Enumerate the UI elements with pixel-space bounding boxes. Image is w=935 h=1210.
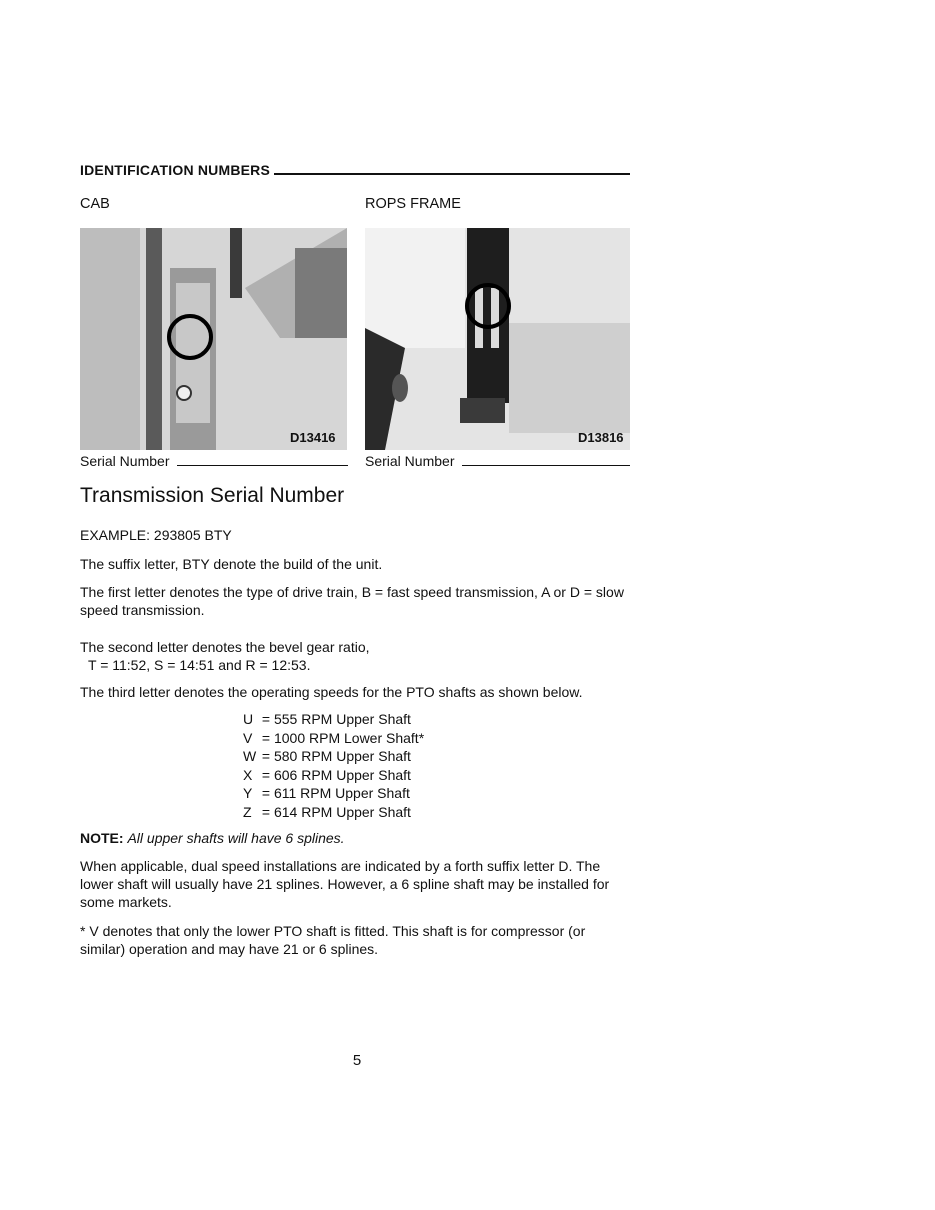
cab-serial-field (80, 453, 348, 469)
list-item: Z = 614 RPM Upper Shaft (243, 803, 411, 820)
rops-figure-code: D13816 (578, 430, 624, 445)
pto-speed-list (243, 710, 424, 821)
cab-photo (80, 228, 347, 450)
list-item: V = 1000 RPM Lower Shaft* (243, 729, 425, 746)
cab-caption: CAB (80, 196, 110, 212)
example-line: EXAMPLE: 293805 BTY (80, 527, 232, 543)
page-number: 5 (352, 1052, 362, 1069)
cab-serial-line (177, 465, 348, 466)
section-rule (274, 173, 630, 175)
rops-photo-illustration (365, 228, 630, 450)
second-letter-paragraph: The second letter denotes the bevel gear ratio, (80, 639, 370, 655)
list-item: X = 606 RPM Upper Shaft (243, 766, 411, 783)
rops-serial-field (365, 453, 630, 469)
rops-photo (365, 228, 630, 450)
v-footnote-paragraph: * V denotes that only the lower PTO shaft is fitted. This shaft is for compressor (or similar) operation and may have 21 or 6 splines. (80, 923, 586, 957)
cab-serial-label: Serial Number (80, 453, 170, 469)
list-item: Y = 611 RPM Upper Shaft (243, 785, 410, 801)
dual-speed-paragraph: When applicable, dual speed installations are indicated by a forth suffix letter D. The lower shaft will usually have 21 splines. However, a 6 spline shaft may be installed for some markets. (80, 858, 610, 910)
third-letter-paragraph: The third letter denotes the operating speeds for the PTO shafts as shown below. (80, 684, 583, 700)
cab-figure-code: D13416 (290, 430, 336, 445)
section-heading (80, 158, 630, 178)
list-item: W = 580 RPM Upper Shaft (243, 748, 411, 764)
section-title: IDENTIFICATION NUMBERS (80, 162, 271, 178)
rops-caption: ROPS FRAME (365, 196, 461, 212)
note-text: All upper shafts will have 6 splines. (127, 830, 345, 846)
list-item: U = 555 RPM Upper Shaft (243, 711, 411, 727)
note-label: NOTE: (80, 830, 124, 846)
cab-photo-illustration (80, 228, 347, 450)
bevel-ratios-line: T = 11:52, S = 14:51 and R = 12:53. (88, 657, 311, 673)
suffix-paragraph: The suffix letter, BTY denote the build of the unit. (80, 556, 383, 572)
first-letter-paragraph: The first letter denotes the type of drive train, B = fast speed transmission, A or D = slow speed transmission. (80, 584, 624, 618)
rops-serial-label: Serial Number (365, 453, 455, 469)
rops-serial-line (462, 465, 630, 466)
transmission-heading: Transmission Serial Number (80, 484, 345, 507)
note (80, 829, 632, 847)
